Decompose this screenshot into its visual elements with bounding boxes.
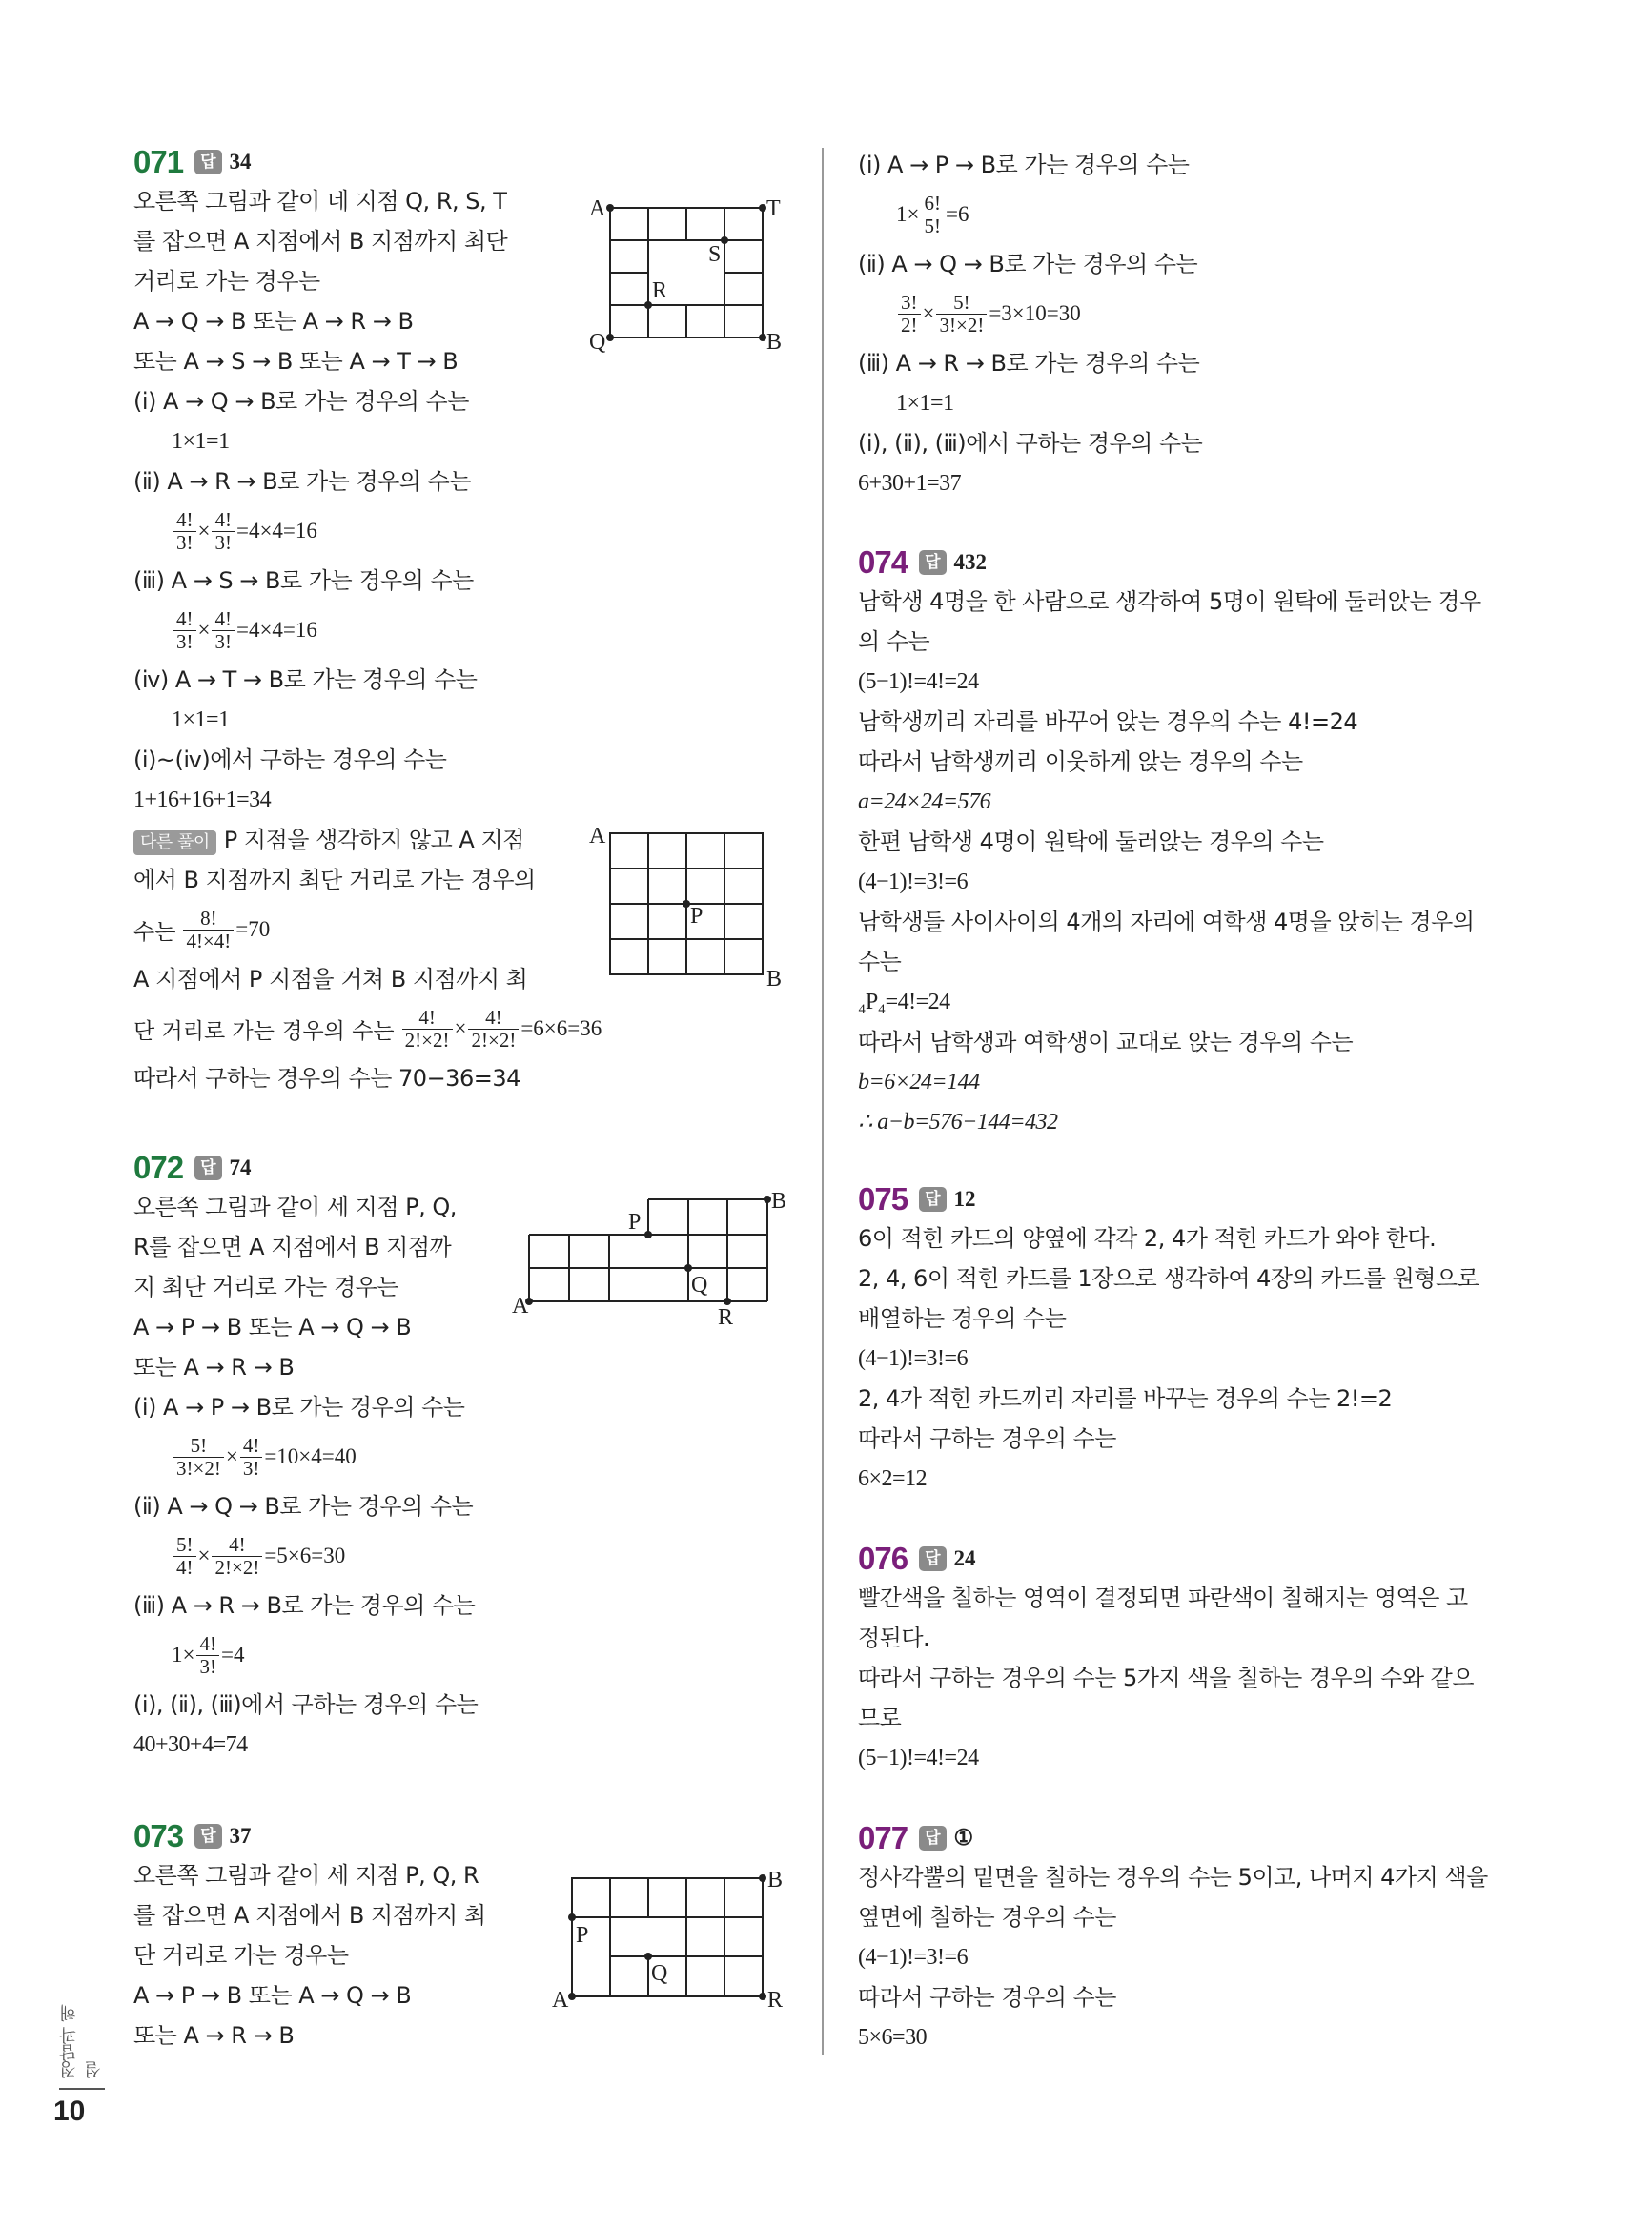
text-line: (ⅰ)~(ⅳ)에서 구하는 경우의 수는 xyxy=(133,747,447,773)
answer-tag: 답 xyxy=(194,1156,221,1180)
math-line: 40+30+4=74 xyxy=(133,1732,248,1757)
problem-header xyxy=(858,1180,1525,1218)
text-line: 한편 남학생 4명이 원탁에 둘러앉는 경우의 수는 xyxy=(858,829,1324,855)
answer-tag: 답 xyxy=(194,1824,221,1849)
page-number: 10 xyxy=(53,2096,86,2127)
text-line: 를 잡으면 A 지점에서 B 지점까지 최 xyxy=(133,1902,486,1929)
fraction: $\frac{4!}{3!}$ xyxy=(240,1435,263,1480)
math-line: b=6×24=144 xyxy=(858,1070,980,1095)
text-line: 옆면에 칠하는 경우의 수는 xyxy=(858,1904,1116,1931)
text-line: (ⅱ) A → Q → B로 가는 경우의 수는 xyxy=(133,1493,474,1520)
fraction: $\frac{4!}{2!\times 2!}$ xyxy=(212,1534,262,1579)
text-line: A 지점에서 P 지점을 거쳐 B 지점까지 최 xyxy=(133,966,528,992)
text-line: (ⅲ) A → S → B로 가는 경우의 수는 xyxy=(133,567,474,594)
math-line: ₄P₄=4!=24 xyxy=(858,990,950,1014)
fraction: $\frac{5!}{3!\times 2!}$ xyxy=(173,1435,224,1480)
text-line: 남학생끼리 자리를 바꾸어 앉는 경우의 수는 4!=24 xyxy=(858,708,1358,735)
answer-value: 37 xyxy=(229,1824,252,1848)
point-label-A: A xyxy=(552,1988,569,2013)
math-line: 6+30+1=37 xyxy=(858,471,962,496)
fraction: $\frac{5!}{3!\times 2!}$ xyxy=(936,292,987,337)
problem-number: 072 xyxy=(133,1150,184,1185)
text-line: (ⅰ), (ⅱ), (ⅲ)에서 구하는 경우의 수는 xyxy=(858,430,1203,457)
text-line: (ⅰ) A → P → B로 가는 경우의 수는 xyxy=(858,152,1190,178)
answer-value: 74 xyxy=(229,1156,252,1179)
text-line: 므로 xyxy=(858,1705,902,1731)
text-line: 의 수는 xyxy=(858,628,930,655)
point-label-Q: Q xyxy=(691,1273,708,1298)
text-line: 따라서 남학생끼리 이웃하게 앉는 경우의 수는 xyxy=(858,748,1303,775)
answer-tag: 답 xyxy=(919,1826,946,1851)
text-line: (ⅰ) A → Q → B로 가는 경우의 수는 xyxy=(133,388,469,415)
text-line: 단 거리로 가는 경우는 xyxy=(133,1942,349,1969)
fraction-line: 단 거리로 가는 경우의 수는 $\frac{4!}{2!\times 2!}$ × $\frac{4!}{2!\times 2!}$ =6×6=36 xyxy=(133,1005,602,1052)
point-label-A: A xyxy=(589,824,606,849)
answer-tag: 답 xyxy=(919,1187,946,1212)
fraction-line: 1× $\frac{4!}{3!}$ =4 xyxy=(172,1631,245,1678)
point-label-P: P xyxy=(576,1923,589,1948)
point-label-P: P xyxy=(628,1210,642,1235)
answer-tag: 답 xyxy=(919,550,946,575)
fraction-line: 1× $\frac{6!}{5!}$ =6 xyxy=(896,191,969,237)
grid-figure-071-b xyxy=(581,822,791,989)
problem-077 xyxy=(858,1819,1525,2057)
text-line: 배열하는 경우의 수는 xyxy=(858,1305,1067,1332)
point-label-B: B xyxy=(766,330,783,355)
point-label-R: R xyxy=(652,278,668,303)
point-label-P: P xyxy=(690,904,704,929)
problem-076 xyxy=(858,1540,1525,1778)
text-line: 또는 A → S → B 또는 A → T → B xyxy=(133,348,459,375)
problem-number: 071 xyxy=(133,144,184,179)
text-line: 또는 A → R → B xyxy=(133,1354,295,1381)
grid-figure-073 xyxy=(548,1864,796,2016)
problem-header xyxy=(133,1149,744,1187)
text-line: 를 잡으면 A 지점에서 B 지점까지 최단 xyxy=(133,228,508,255)
math-line: 1×1=1 xyxy=(896,391,954,416)
point-label-R: R xyxy=(767,1988,784,2013)
math-line: (5−1)!=4!=24 xyxy=(858,1746,979,1770)
point-label-Q: Q xyxy=(651,1961,668,1986)
fraction: $\frac{4!}{3!}$ xyxy=(173,509,196,554)
text-line: 빨간색을 칠하는 영역이 결정되면 파란색이 칠해지는 영역은 고 xyxy=(858,1585,1468,1611)
problem-number: 076 xyxy=(858,1541,908,1576)
fraction-line: 수는 $\frac{8!}{4!\times 4!}$ =70 xyxy=(133,906,271,952)
problem-number: 073 xyxy=(133,1818,184,1853)
text-line: A → Q → B 또는 A → R → B xyxy=(133,308,414,335)
math-line: a=24×24=576 xyxy=(858,789,991,814)
math-line: 1×1=1 xyxy=(172,429,230,454)
text-line: 따라서 남학생과 여학생이 교대로 앉는 경우의 수는 xyxy=(858,1029,1354,1055)
answer-value: ① xyxy=(953,1826,974,1850)
math-line: ∴ a−b=576−144=432 xyxy=(858,1110,1058,1135)
fraction: $\frac{4!}{3!}$ xyxy=(212,509,235,554)
text-line: 남학생 4명을 한 사람으로 생각하여 5명이 원탁에 둘러앉는 경우 xyxy=(858,588,1481,615)
text-line: R를 잡으면 A 지점에서 B 지점까 xyxy=(133,1234,452,1260)
point-label-S: S xyxy=(708,242,722,267)
text-line: 에서 B 지점까지 최단 거리로 가는 경우의 xyxy=(133,867,536,893)
text-line: 정된다. xyxy=(858,1625,930,1651)
text-line: (ⅰ), (ⅱ), (ⅲ)에서 구하는 경우의 수는 xyxy=(133,1691,479,1718)
fraction: $\frac{4!}{3!}$ xyxy=(196,1633,219,1678)
text-line: (ⅱ) A → Q → B로 가는 경우의 수는 xyxy=(858,251,1198,277)
text-line: 오른쪽 그림과 같이 세 지점 P, Q, R xyxy=(133,1862,479,1889)
answer-value: 432 xyxy=(953,550,987,574)
text-line: 따라서 구하는 경우의 수는 5가지 색을 칠하는 경우의 수와 같으 xyxy=(858,1665,1475,1691)
answer-value: 34 xyxy=(229,150,252,174)
grid-figure-071-a xyxy=(581,191,791,358)
fraction-line: $\frac{5!}{3!\times 2!}$ × $\frac{4!}{3!}$ =10×4=40 xyxy=(133,1427,744,1486)
problem-number: 077 xyxy=(858,1820,908,1855)
text-line: (ⅰ) A → P → B로 가는 경우의 수는 xyxy=(133,1394,465,1421)
text-line: 남학생들 사이사이의 4개의 자리에 여학생 4명을 앉히는 경우의 xyxy=(858,909,1475,935)
math-line: 6×2=12 xyxy=(858,1466,928,1491)
text-line: 거리로 가는 경우는 xyxy=(133,268,320,295)
text-line: (ⅳ) A → T → B로 가는 경우의 수는 xyxy=(133,666,478,693)
math-line: 5×6=30 xyxy=(858,2025,928,2050)
answer-value: 24 xyxy=(953,1546,976,1570)
math-line: (5−1)!=4!=24 xyxy=(858,669,979,694)
fraction: $\frac{4!}{3!}$ xyxy=(212,608,235,653)
column-divider xyxy=(822,148,824,2055)
problem-header xyxy=(858,1819,1525,1857)
text-line: 2, 4가 적힌 카드끼리 자리를 바꾸는 경우의 수는 2!=2 xyxy=(858,1385,1393,1412)
text-line: (ⅲ) A → R → B로 가는 경우의 수는 xyxy=(858,350,1200,377)
fraction: $\frac{8!}{4!\times 4!}$ xyxy=(183,908,234,952)
point-label-A: A xyxy=(512,1294,529,1319)
problem-number: 074 xyxy=(858,544,908,580)
point-label-B: B xyxy=(766,967,783,989)
text-line: (ⅲ) A → R → B로 가는 경우의 수는 xyxy=(133,1592,476,1619)
text-line: (ⅱ) A → R → B로 가는 경우의 수는 xyxy=(133,468,471,495)
problem-074 xyxy=(858,543,1525,1142)
text-line: 따라서 구하는 경우의 수는 70−36=34 xyxy=(133,1065,520,1092)
text-line: 정사각뿔의 밑면을 칠하는 경우의 수는 5이고, 나머지 4가지 색을 xyxy=(858,1864,1488,1891)
text-line: 수는 xyxy=(858,949,902,975)
point-label-T: T xyxy=(766,196,781,221)
fraction: $\frac{3!}{2!}$ xyxy=(898,292,921,337)
math-line: (4−1)!=3!=6 xyxy=(858,1945,969,1970)
problem-075 xyxy=(858,1180,1525,1499)
fraction: $\frac{4!}{2!\times 2!}$ xyxy=(468,1007,519,1052)
alt-solution-badge: 다른 풀이 xyxy=(133,830,216,855)
problem-header xyxy=(858,1540,1525,1578)
text-line: 오른쪽 그림과 같이 네 지점 Q, R, S, T xyxy=(133,188,507,215)
problem-073-continued xyxy=(858,145,1525,503)
point-label-R: R xyxy=(718,1305,734,1330)
math-line: 1×1=1 xyxy=(172,707,230,732)
problem-header xyxy=(133,1817,744,1855)
text-line: 지 최단 거리로 가는 경우는 xyxy=(133,1274,399,1300)
problem-header xyxy=(133,143,744,181)
math-line: 1+16+16+1=34 xyxy=(133,788,272,812)
fraction-line: $\frac{5!}{4!}$ × $\frac{4!}{2!\times 2!}$ =5×6=30 xyxy=(133,1526,744,1586)
text-line: A → P → B 또는 A → Q → B xyxy=(133,1314,412,1340)
fraction-line: $\frac{4!}{3!}$ × $\frac{4!}{3!}$ =4×4=16 xyxy=(133,601,744,660)
answer-value: 12 xyxy=(953,1187,976,1211)
point-label-B: B xyxy=(767,1868,784,1892)
math-line: (4−1)!=3!=6 xyxy=(858,1346,969,1371)
fraction: $\frac{5!}{4!}$ xyxy=(173,1534,196,1579)
point-label-B: B xyxy=(771,1189,787,1214)
answer-tag: 답 xyxy=(194,150,221,174)
alt-solution-line: 다른 풀이 P 지점을 생각하지 않고 A 지점 xyxy=(133,820,744,860)
point-label-Q: Q xyxy=(589,330,606,355)
footer-rule xyxy=(59,2088,105,2090)
fraction: $\frac{4!}{3!}$ xyxy=(173,608,196,653)
math-line: (4−1)!=3!=6 xyxy=(858,869,969,894)
text-line: 따라서 구하는 경우의 수는 xyxy=(858,1425,1116,1452)
problem-header xyxy=(858,543,1525,582)
side-section-label: 정답과 해설 xyxy=(59,2004,104,2078)
text-line: A → P → B 또는 A → Q → B xyxy=(133,1982,412,2009)
problem-number: 075 xyxy=(858,1181,908,1217)
grid-figure-072 xyxy=(510,1187,796,1330)
text-line: 6이 적힌 카드의 양옆에 각각 2, 4가 적힌 카드가 와야 한다. xyxy=(858,1225,1437,1252)
text-line: 또는 A → R → B xyxy=(133,2022,295,2049)
fraction: $\frac{4!}{2!\times 2!}$ xyxy=(402,1007,453,1052)
text-line: 2, 4, 6이 적힌 카드를 1장으로 생각하여 4장의 카드를 원형으로 xyxy=(858,1265,1479,1292)
text-line: 따라서 구하는 경우의 수는 xyxy=(858,1984,1116,2011)
point-label-A: A xyxy=(589,196,606,221)
fraction-line: $\frac{4!}{3!}$ × $\frac{4!}{3!}$ =4×4=16 xyxy=(133,501,744,561)
fraction: $\frac{6!}{5!}$ xyxy=(921,193,944,237)
fraction-line: $\frac{3!}{2!}$ × $\frac{5!}{3!\times 2!}$ =3×10=30 xyxy=(858,284,1525,343)
answer-tag: 답 xyxy=(919,1546,946,1571)
text-line: 오른쪽 그림과 같이 세 지점 P, Q, xyxy=(133,1194,457,1220)
